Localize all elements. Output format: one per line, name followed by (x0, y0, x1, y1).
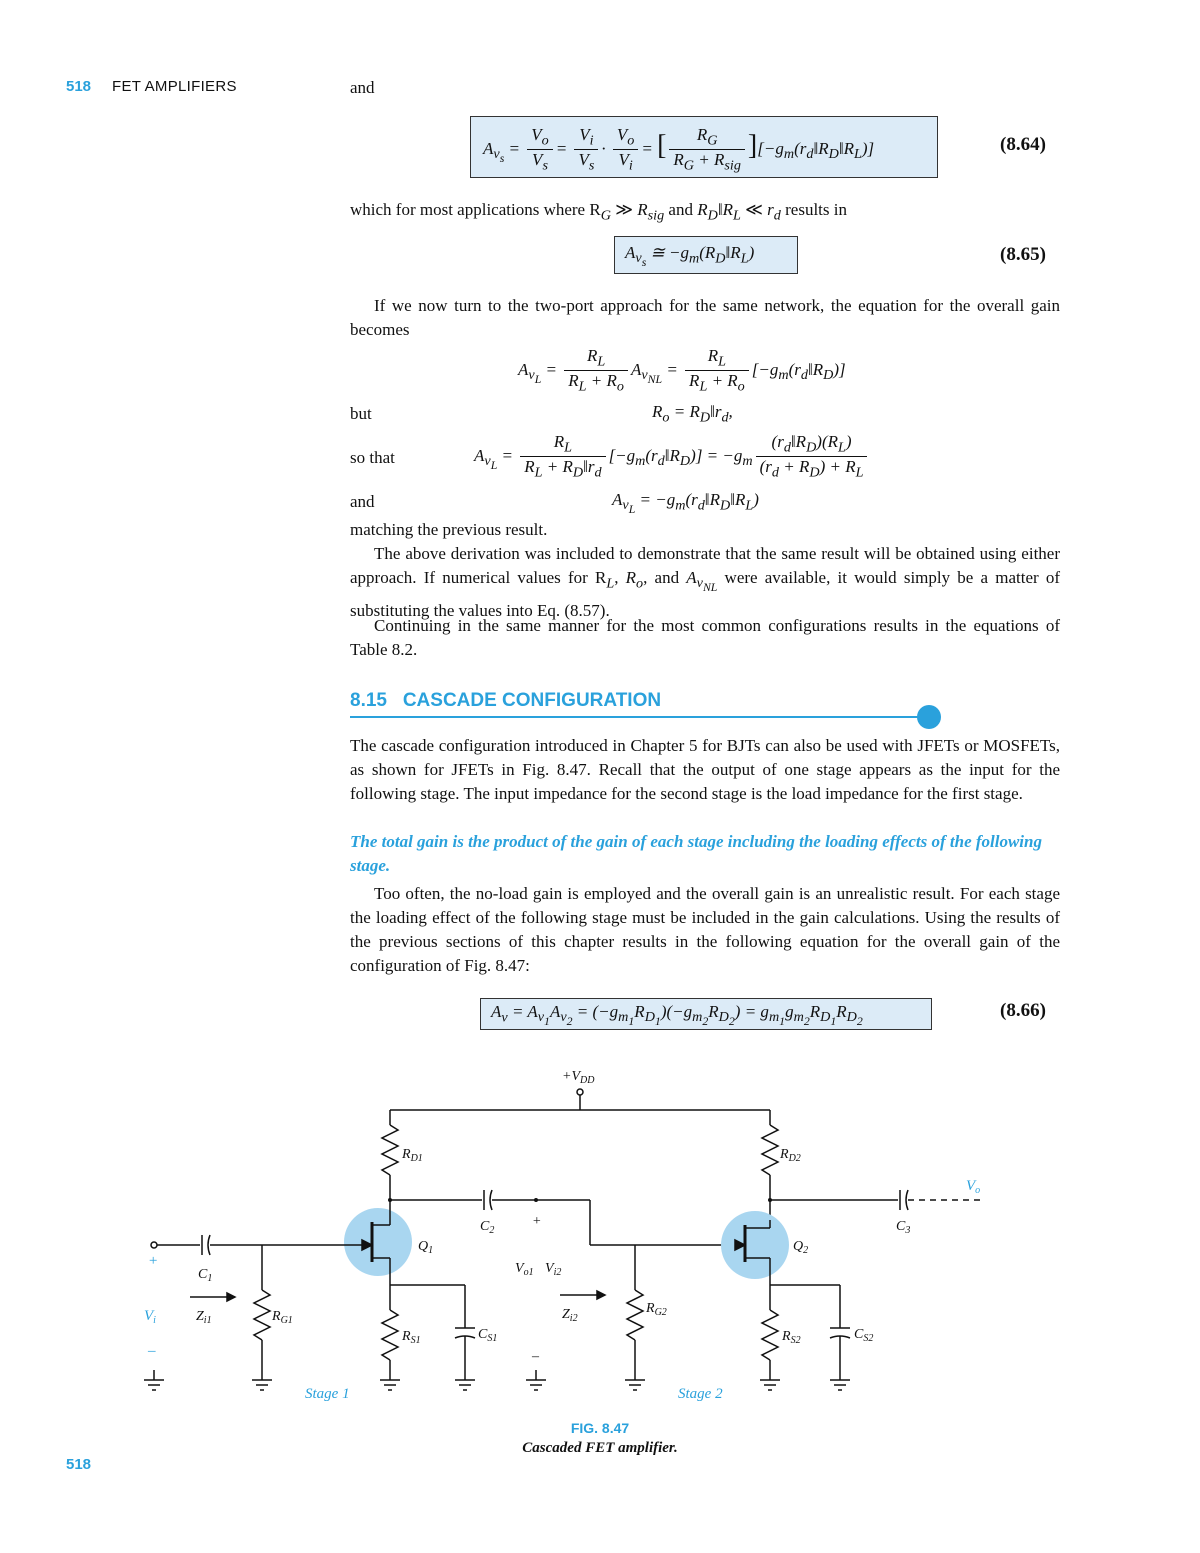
c1-label: $C_1$ (198, 1267, 213, 1284)
q2-label: $Q_2$ (793, 1239, 809, 1256)
figure-label: FIG. 8.47 (570, 1420, 630, 1436)
rd2-label: $R_{D2}$ (780, 1147, 801, 1164)
rg1-label: $R_{G1}$ (272, 1309, 293, 1326)
equation-number-865: (8.65) (1000, 244, 1046, 265)
cs2-label: $C_{S2}$ (854, 1327, 874, 1344)
highlight-total-gain: The total gain is the product of the gain of each stage including the loading effects of the following stage. (350, 832, 1042, 875)
c2-plate-b (490, 1190, 492, 1210)
rs1-label: $R_{S1}$ (402, 1329, 421, 1346)
equation-box-865 (614, 236, 798, 274)
c2-label: $C_2$ (480, 1219, 495, 1236)
rs2-label: $R_{S2}$ (782, 1329, 801, 1346)
text-most-applications: which for most applications where $R_G$ ≫ $R_{sig}$ and $R_D‖R_L$ ≪ $r_d$ results in (350, 200, 847, 224)
zi1-arrow (227, 1293, 235, 1301)
text-and: and (350, 78, 375, 97)
section-rule (350, 716, 930, 718)
q1-label: $Q_1$ (418, 1239, 434, 1256)
section-heading (350, 690, 661, 712)
q1-highlight (344, 1208, 412, 1276)
vo1-label: $V_{o1}$ (515, 1261, 534, 1278)
svg-text:–: – (532, 1349, 539, 1364)
equation-866: $A_v = A_{v_1}A_{v_2} = (-g_{m_1}R_{D_1})(-g_{m_2}R_{D_2}) = g_{m_1}g_{m_2}R_{D_1}R_{D_2}$ (491, 1002, 863, 1029)
equation-ro: $R_o$ = $R_D‖r_d$, (652, 402, 733, 426)
ground-icons (144, 1370, 850, 1390)
paragraph-cascade-intro: The cascade configuration introduced in Chapter 5 for BJTs can also be used with JFETs or MOSFETs, as shown for JFETs in Fig. 8.47. Recall that the output of one stage appears as the input for the following stage. The input impedance for the second stage is the load impedance for the first stage. (350, 736, 1060, 803)
text-most-applications-prefix: which for most applications where R (350, 200, 601, 219)
rg2-resistor (627, 1290, 643, 1340)
rd1-resistor (382, 1125, 398, 1175)
rd1-label: $R_{D1}$ (402, 1147, 423, 1164)
text-matching: matching the previous result. (350, 520, 548, 539)
section-number: 8.15 (350, 690, 387, 711)
header-chapter-title: FET AMPLIFIERS (112, 78, 237, 95)
stage2-label: Stage 2 (678, 1386, 723, 1402)
c3-label: $C_3$ (896, 1219, 911, 1236)
c3-plate-b (906, 1190, 908, 1210)
vdd-terminal (577, 1089, 583, 1095)
zi2-label: $Z_{i2}$ (562, 1307, 578, 1324)
cascaded-fet-circuit (0, 1050, 1200, 1420)
equation-avl-2: $A_{v_L}$ = $\frac{R_L}{R_L + R_D‖r_d}$ $[-g_m(r_d‖R_D)] = -g_m$ $\frac{(r_d‖R_D)(R_L)}{(r_d + R_D) + R_L}$ (474, 432, 870, 482)
cs1-label: $C_{S1}$ (478, 1327, 498, 1344)
vi2-label: $V_{i2}$ (545, 1261, 562, 1278)
equation-avl-1: $A_{v_L}$ = $\frac{R_L}{R_L + R_o}$ $A_{v_{NL}}$ = $\frac{R_L}{R_L + R_o}$ $[-g_m(r_d‖R_D)]$ (518, 346, 846, 395)
section-title: CASCADE CONFIGURATION (402, 690, 662, 711)
text-and-2: and (350, 492, 375, 511)
zi1-label: $Z_{i1}$ (196, 1309, 212, 1326)
footer-page-number: 518 (66, 1456, 92, 1473)
rs1-resistor (382, 1310, 398, 1360)
section-bullet-icon (917, 705, 941, 729)
paragraph-two-port: If we now turn to the two-port approach for the same network, the equation for the overall gain becomes (350, 296, 1060, 339)
rd2-resistor (762, 1125, 778, 1175)
paragraph-continuing: Continuing in the same manner for the most common configurations results in the equations of Table 8.2. (350, 616, 1060, 659)
equation-avl-3: $A_{v_L}$ = $-g_m(r_d‖R_D‖R_L)$ (612, 490, 759, 517)
equation-box-864 (470, 116, 938, 178)
text-so-that: so that (350, 448, 395, 467)
paragraph-derivation: The above derivation was included to demonstrate that the same result will be obtained using either approach. If numerical values for $R_L$, $R_o$, and $A_{v_{NL}}$ were available, it would simply be a matter of substituting the values into Eq. (8.57). (350, 544, 1060, 621)
equation-864: $A_{v_s}$ = $\frac{V_o}{V_s}$ = $\frac{V_i}{V_s}$ · $\frac{V_o}{V_i}$ = [ $\frac{R_G}{R_G + R_{sig}}$ ]$[-g_m(r_d‖R_D‖R_L)]$ (483, 125, 875, 174)
svg-text:+: + (148, 1253, 159, 1269)
paragraph-derivation-prefix: The above derivation was included to demonstrate that the same result will be obtained using either approach. If numerical values for R (350, 544, 1060, 587)
text-but: but (350, 404, 372, 423)
vo-label: $V_o$ (966, 1178, 981, 1196)
svg-text:–: – (148, 1343, 156, 1359)
q2-highlight (721, 1211, 789, 1279)
equation-number-864: (8.64) (1000, 134, 1046, 155)
figure-caption: Cascaded FET amplifier. (522, 1440, 678, 1456)
c1-plate-b (208, 1235, 210, 1255)
rg2-label: $R_{G2}$ (646, 1301, 667, 1318)
zi2-arrow (597, 1291, 605, 1299)
equation-box-866 (480, 998, 932, 1030)
rg1-resistor (254, 1290, 270, 1340)
stage1-label: Stage 1 (305, 1386, 350, 1402)
paragraph-no-load-gain: Too often, the no-load gain is employed and the overall gain is an unrealistic result. For each stage the loading effect of the following stage must be included in the gain calculations. Using the results of the previous sections of this chapter results in the following equation for the overall gain of the configuration of Fig. 8.47: (350, 884, 1060, 975)
svg-text:+: + (532, 1214, 542, 1229)
header-page-number: 518 (66, 78, 92, 95)
equation-number-866: (8.66) (1000, 1000, 1046, 1021)
rs2-resistor (762, 1310, 778, 1360)
vdd-label: $+V_{DD}$ (562, 1069, 595, 1086)
vi-label: $V_i$ (144, 1308, 156, 1326)
equation-865: $A_{v_s}$ ≅ $-g_m(R_D‖R_L)$ (625, 243, 755, 270)
